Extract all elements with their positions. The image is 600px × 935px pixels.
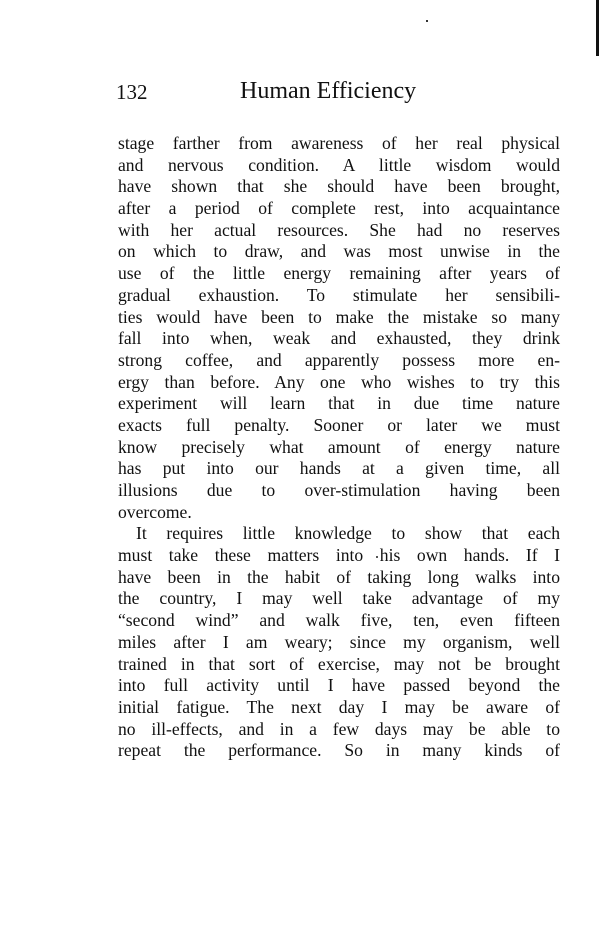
text-line: the country, I may well take advantage of my — [118, 588, 560, 609]
text-line: gradual exhaustion. To stimulate her sensibili- — [118, 284, 560, 305]
text-line: ergy than before. Any one who wishes to try this — [118, 371, 560, 392]
text-line: on which to draw, and was most unwise in the — [118, 241, 560, 262]
text-line: “second wind” and walk five, ten, even fifteen — [118, 610, 560, 631]
text-line: has put into our hands at a given time, all — [118, 458, 560, 479]
text-line: with her actual resources. She had no reserves — [118, 219, 560, 240]
text-line: have been in the habit of taking long walks into — [118, 566, 560, 587]
text-line: have shown that she should have been brought, — [118, 176, 560, 197]
text-line: know precisely what amount of energy nature — [118, 436, 560, 457]
text-line: and nervous condition. A little wisdom would — [118, 154, 560, 175]
text-line: into full activity until I have passed beyond the — [118, 675, 560, 696]
page-number: 132 — [116, 80, 148, 104]
text-line: miles after I am weary; since my organism, well — [118, 631, 560, 652]
text-line: ties would have been to make the mistake so many — [118, 306, 560, 327]
text-line: trained in that sort of exercise, may not be brought — [118, 653, 560, 674]
text-line: initial fatigue. The next day I may be aware of — [118, 696, 560, 717]
text-line: overcome. — [118, 501, 192, 522]
running-title: Human Efficiency — [240, 78, 417, 104]
text-line: must take these matters into his own hands. If I — [118, 545, 560, 566]
scan-edge-mark — [596, 0, 599, 56]
text-line: It requires little knowledge to show that each — [136, 523, 560, 544]
scan-speck — [426, 20, 428, 22]
text-line: use of the little energy remaining after years of — [118, 263, 560, 284]
text-line: repeat the performance. So in many kinds of — [118, 740, 560, 761]
text-line: exacts full penalty. Sooner or later we must — [118, 414, 560, 435]
text-line: fall into when, weak and exhausted, they drink — [118, 328, 560, 349]
text-line: stage farther from awareness of her real physical — [118, 133, 560, 153]
text-line: experiment will learn that in due time nature — [118, 393, 560, 414]
text-line: strong coffee, and apparently possess more en- — [118, 349, 560, 370]
text-line: illusions due to over-stimulation having been — [118, 480, 560, 500]
text-line: after a period of complete rest, into acquaintance — [118, 198, 560, 219]
text-line: no ill-effects, and in a few days may be able to — [118, 718, 560, 739]
page-body — [118, 133, 560, 762]
